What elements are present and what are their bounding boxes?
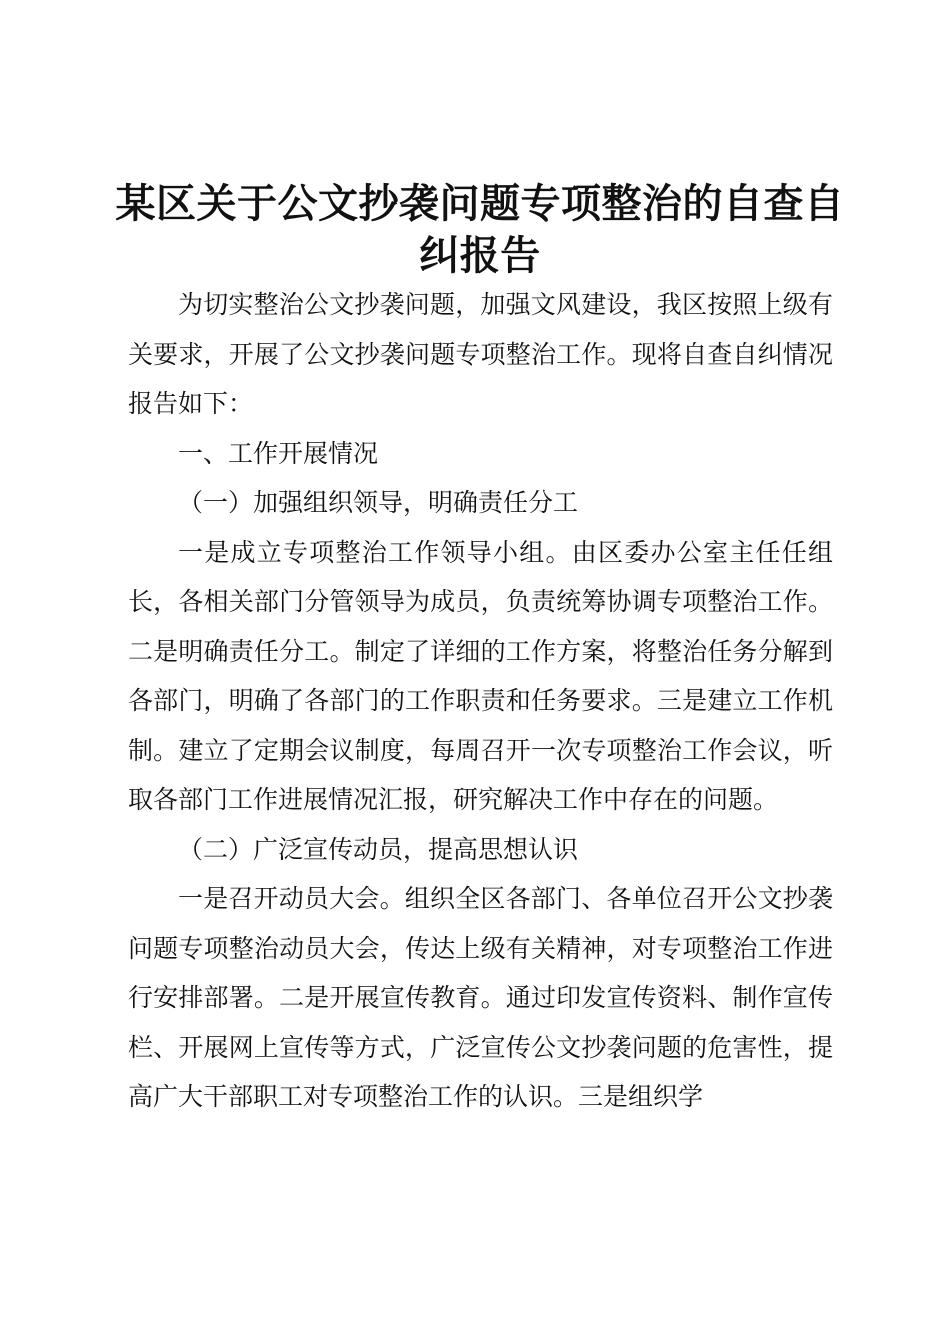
subsection-heading-2: （二）广泛宣传动员，提高思想认识 <box>178 834 579 864</box>
document-title: 某区关于公文抄袭问题专项整治的自查自纠报告 <box>115 180 845 279</box>
document-body <box>128 280 833 1122</box>
subsection-paragraph-2: 一是召开动员大会。组织全区各部门、各单位召开公文抄袭问题专项整治动员大会，传达上级有关精神，对专项整治工作进行安排部署。二是开展宣传教育。通过印发宣传资料、制作宣传栏、开展网上宣传等方式，广泛宣传公文抄袭问题的危害性，提高广大干部职工对专项整治工作的认识。三是组织学 <box>128 884 833 1111</box>
intro-paragraph: 为切实整治公文抄袭问题，加强文风建设，我区按照上级有关要求，开展了公文抄袭问题专项整治工作。现将自查自纠情况报告如下： <box>128 290 833 418</box>
subsection-heading-1: （一）加强组织领导，明确责任分工 <box>178 488 579 517</box>
subsection-paragraph-1: 一是成立专项整治工作领导小组。由区委办公室主任任组长，各相关部门分管领导为成员，负责统筹协调专项整治工作。二是明确责任分工。制定了详细的工作方案，将整治任务分解到各部门，明确了各部门的工作职责和任务要求。三是建立工作机制。建立了定期会议制度，每周召开一次专项整治工作会议，听取各部门工作进展情况汇报，研究解决工作中存在的问题。 <box>128 537 833 814</box>
section-heading-1: 一、工作开展情况 <box>178 438 379 468</box>
